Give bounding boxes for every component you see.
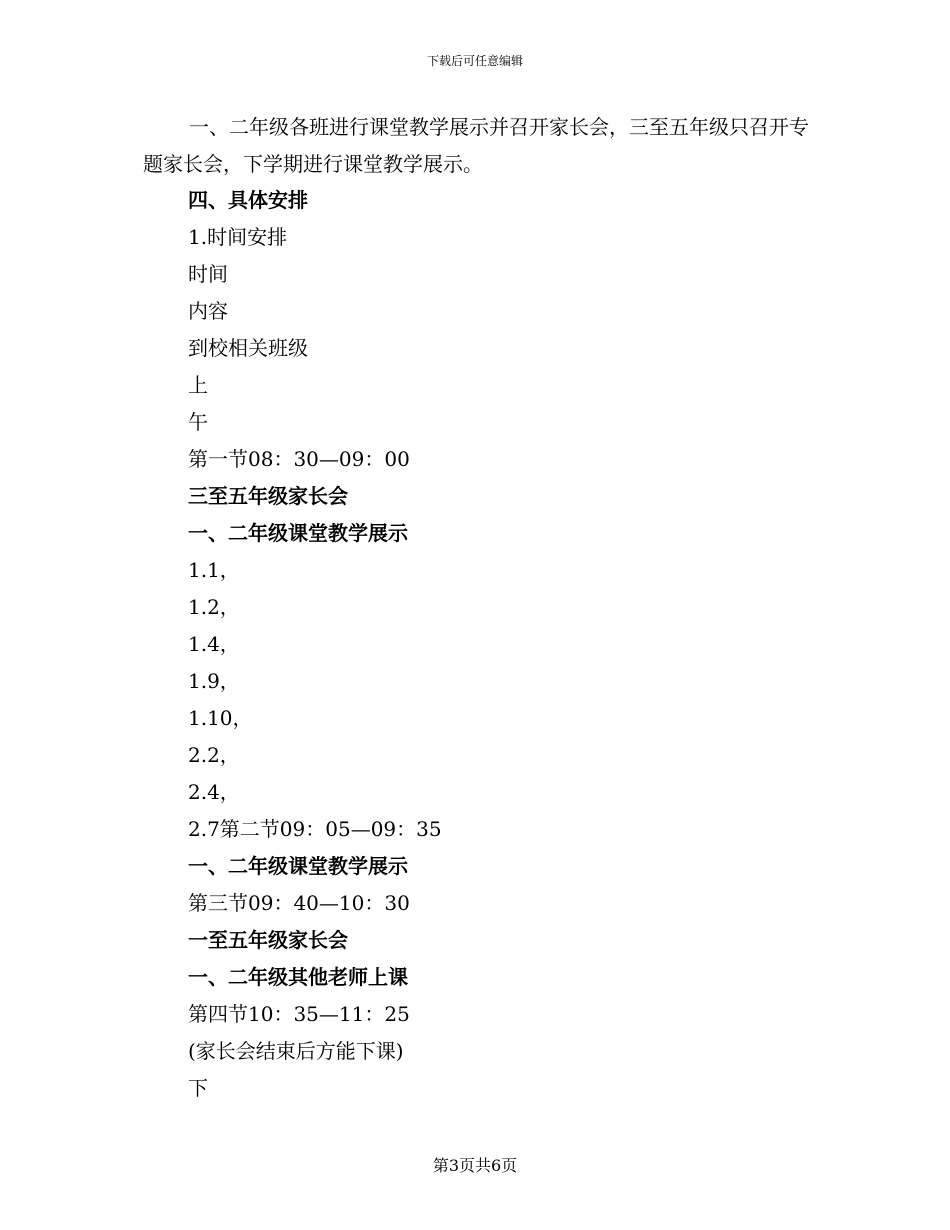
page-header: 下载后可任意编辑 (426, 54, 523, 68)
section-heading: 四、具体安排 (188, 188, 308, 212)
class-item: 1.9， (188, 669, 240, 693)
intro-paragraph: 一、二年级各班进行课堂教学展示并召开家长会，三至五年级只召开专题家长会，下学期进行课堂教学展示。 (143, 115, 809, 176)
class-item: 2.4， (188, 780, 240, 804)
session-activity: 一、二年级其他老师上课 (188, 965, 408, 989)
period-label-part1: 上 (188, 373, 208, 397)
class-item: 1.1， (188, 558, 240, 582)
session-activity: 一、二年级课堂教学展示 (188, 521, 408, 545)
period-label-part2: 午 (188, 410, 208, 434)
column-label-content: 内容 (188, 299, 228, 323)
session-activity: 三至五年级家长会 (188, 484, 348, 508)
session-activity: 一、二年级课堂教学展示 (188, 854, 408, 878)
class-item: 1.4， (188, 632, 240, 656)
column-label-time: 时间 (188, 262, 228, 286)
schedule-lines (188, 182, 442, 1107)
session-note: (家长会结束后方能下课) (188, 1039, 404, 1063)
page-footer: 第3页共6页 (432, 1156, 518, 1175)
class-item: 1.10， (188, 706, 253, 730)
period-label-part1: 下 (188, 1076, 208, 1100)
session-time: 2.7第二节09：05—09：35 (188, 817, 442, 841)
session-time: 第四节10：35—11：25 (188, 1002, 410, 1026)
column-label-classes: 到校相关班级 (188, 336, 308, 360)
class-item: 2.2， (188, 743, 240, 767)
session-time: 第一节08：30—09：00 (188, 447, 410, 471)
class-item: 1.2， (188, 595, 240, 619)
session-activity: 一至五年级家长会 (188, 928, 348, 952)
subheading-time-arrangement: 1.时间安排 (188, 225, 288, 249)
session-time: 第三节09：40—10：30 (188, 891, 410, 915)
